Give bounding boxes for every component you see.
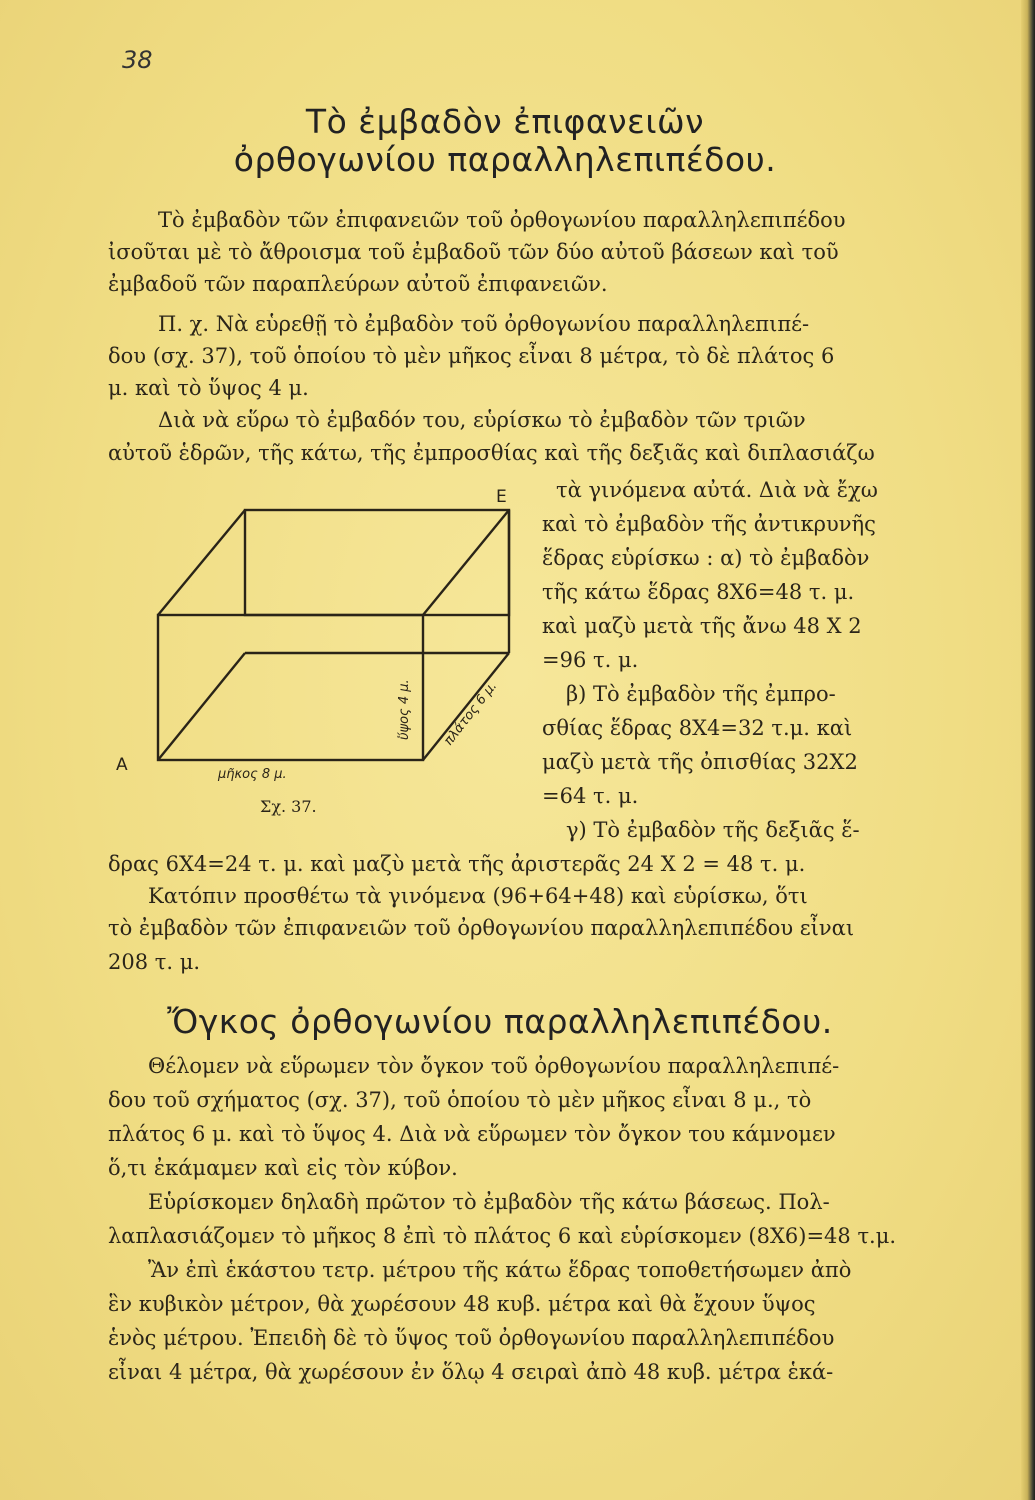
paragraph-6-line-4: εἶναι 4 μέτρα, θὰ χωρέσουν ἐν ὅλῳ 4 σειραὶ ἀπὸ 48 κυβ. μέτρα ἑκά- <box>108 1360 834 1384</box>
paragraph-6-line-1: Ἂν ἐπὶ ἑκάστου τετρ. μέτρου τῆς κάτω ἕδρας τοποθετήσωμεν ἀπὸ <box>148 1258 852 1282</box>
box-front-face <box>158 615 423 760</box>
side-text-line-2: καὶ τὸ ἐμβαδὸν τῆς ἀντικρυνῆς <box>542 512 876 536</box>
paragraph-3-line-2: αὐτοῦ ἑδρῶν, τῆς κάτω, τῆς ἐμπροσθίας καὶ τῆς δεξιᾶς καὶ διπλασιάζω <box>108 441 875 465</box>
paragraph-6-line-2: ἓν κυβικὸν μέτρον, θὰ χωρέσουν 48 κυβ. μέτρα καὶ θὰ ἔχουν ὕψος <box>108 1292 816 1316</box>
page-edge-shadow <box>1021 0 1035 1500</box>
paragraph-1-line-2: ἰσοῦται μὲ τὸ ἄθροισμα τοῦ ἐμβαδοῦ τῶν δύο αὐτοῦ βάσεων καὶ τοῦ <box>108 240 839 264</box>
length-label: μῆκος 8 μ. <box>218 767 287 782</box>
paragraph-1-line-1: Τὸ ἐμβαδὸν τῶν ἐπιφανειῶν τοῦ ὀρθογωνίου παραλληλεπιπέδου <box>158 208 846 232</box>
paragraph-3-tail-line-4: 208 τ. μ. <box>108 950 201 974</box>
height-label: ὕψος 4 μ. <box>397 679 412 740</box>
side-text-line-3: ἕδρας εὑρίσκω : α) τὸ ἐμβαδὸν <box>542 546 870 570</box>
box-figure <box>118 478 538 848</box>
paragraph-2-line-1: Π. χ. Νὰ εὑρεθῇ τὸ ἐμβαδὸν τοῦ ὀρθογωνίου παραλληλεπιπέ- <box>158 312 810 336</box>
paragraph-1-line-3: ἐμβαδοῦ τῶν παραπλεύρων αὐτοῦ ἐπιφανειῶν. <box>108 272 608 296</box>
paragraph-3-line-1: Διὰ νὰ εὕρω τὸ ἐμβαδόν του, εὑρίσκω τὸ ἐμβαδὸν τῶν τριῶν <box>158 408 806 432</box>
page-number: 38 <box>122 46 153 74</box>
paragraph-4-line-4: ὅ,τι ἐκάμαμεν καὶ εἰς τὸν κύβον. <box>108 1156 458 1180</box>
paragraph-3-tail-line-2: Κατόπιν προσθέτω τὰ γινόμενα (96+64+48) καὶ εὑρίσκω, ὅτι <box>148 884 808 908</box>
side-text-line-5: καὶ μαζὺ μετὰ τῆς ἄνω 48 Χ 2 <box>542 614 862 638</box>
label-E: Ε <box>496 487 507 507</box>
section-title-line-1: Τὸ ἐμβαδὸν ἐπιφανειῶν <box>305 102 705 141</box>
side-text-line-9: μαζὺ μετὰ τῆς ὀπισθίας 32Χ2 <box>542 750 858 774</box>
box-edge-top-right <box>423 510 509 615</box>
figure-caption: Σχ. 37. <box>260 797 317 816</box>
width-label: πλάτος 6 μ. <box>441 678 501 749</box>
box-top-face <box>245 510 509 615</box>
paragraph-4-line-2: δου τοῦ σχήματος (σχ. 37), τοῦ ὁποίου τὸ μὲν μῆκος εἶναι 8 μ., τὸ <box>108 1088 812 1112</box>
side-text-line-4: τῆς κάτω ἕδρας 8Χ6=48 τ. μ. <box>542 580 855 604</box>
side-text-line-8: σθίας ἕδρας 8Χ4=32 τ.μ. καὶ <box>542 716 853 740</box>
paragraph-3-tail-line-3: τὸ ἐμβαδὸν τῶν ἐπιφανειῶν τοῦ ὀρθογωνίου παραλληλεπιπέδου εἶναι <box>108 916 855 940</box>
side-text-line-7: β) Τὸ ἐμβαδὸν τῆς ἐμπρο- <box>566 682 836 706</box>
box-edge-bottom-left <box>158 653 245 760</box>
side-text-line-6: =96 τ. μ. <box>542 648 639 672</box>
paragraph-4-line-3: πλάτος 6 μ. καὶ τὸ ὕψος 4. Διὰ νὰ εὕρωμεν τὸν ὄγκον του κάμνομεν <box>108 1122 836 1146</box>
side-text-line-11: γ) Τὸ ἐμβαδὸν τῆς δεξιᾶς ἕ- <box>566 818 860 842</box>
label-A: Α <box>116 755 128 775</box>
paragraph-5-line-1: Εὑρίσκομεν δηλαδὴ πρῶτον τὸ ἐμβαδὸν τῆς κάτω βάσεως. Πολ- <box>148 1190 830 1214</box>
section-title-line-2: ὀρθογωνίου παραλληλεπιπέδου. <box>233 140 777 179</box>
section-title-volume: Ὄγκος ὀρθογωνίου παραλληλεπιπέδου. <box>167 1002 833 1041</box>
paragraph-3-tail-line-1: δρας 6Χ4=24 τ. μ. καὶ μαζὺ μετὰ τῆς ἀριστερᾶς 24 Χ 2 = 48 τ. μ. <box>108 852 806 876</box>
box-edge-top-left <box>158 510 245 615</box>
paragraph-2-line-3: μ. καὶ τὸ ὕψος 4 μ. <box>108 376 309 400</box>
paragraph-4-line-1: Θέλομεν νὰ εὕρωμεν τὸν ὄγκον τοῦ ὀρθογωνίου παραλληλεπιπέ- <box>148 1054 840 1078</box>
side-text-line-10: =64 τ. μ. <box>542 784 639 808</box>
paragraph-2-line-2: δου (σχ. 37), τοῦ ὁποίου τὸ μὲν μῆκος εἶναι 8 μέτρα, τὸ δὲ πλάτος 6 <box>108 344 835 368</box>
paragraph-5-line-2: λαπλασιάζομεν τὸ μῆκος 8 ἐπὶ τὸ πλάτος 6 καὶ εὑρίσκομεν (8Χ6)=48 τ.μ. <box>108 1224 897 1248</box>
paragraph-6-line-3: ἑνὸς μέτρου. Ἐπειδὴ δὲ τὸ ὕψος τοῦ ὀρθογωνίου παραλληλεπιπέδου <box>108 1326 835 1350</box>
side-text-line-1: τὰ γινόμενα αὐτά. Διὰ νὰ ἔχω <box>556 478 878 502</box>
